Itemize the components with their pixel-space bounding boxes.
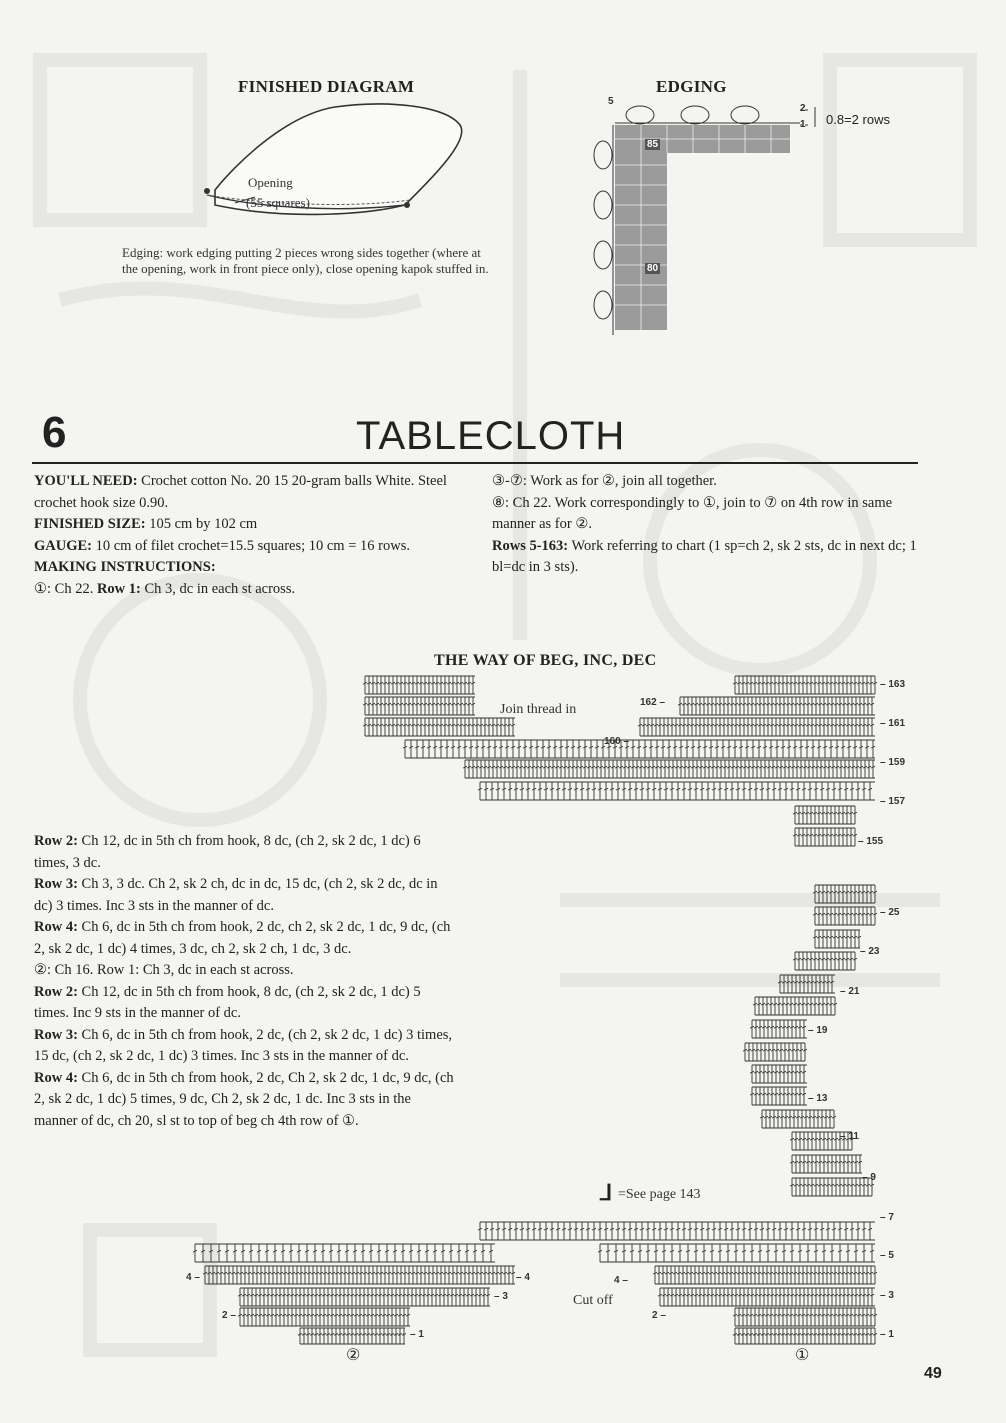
cut-off-label: Cut off (573, 1293, 613, 1308)
gauge-text: 10 cm of filet crochet=15.5 squares; 10 cm = 16 rows. (95, 537, 410, 554)
see-page-note: =See page 143 (618, 1187, 701, 1202)
edging-label-5: 5 (608, 96, 614, 107)
edging-label-2: 2 (800, 103, 806, 114)
row-label-155: – 155 (858, 836, 884, 847)
stitch-band (638, 718, 875, 736)
row4-label: Row 4: (34, 919, 78, 935)
stitch-band (793, 828, 857, 846)
row-label-23: – 23 (860, 946, 880, 957)
p2-row3-label: Row 3: (34, 1026, 78, 1043)
stitch-band (478, 1222, 875, 1240)
piece2-label: ②: Ch 16. Row 1: (34, 962, 140, 978)
stitch-band (463, 760, 875, 778)
squares-label: (55 squares) (246, 195, 310, 210)
stitch-band (193, 1244, 495, 1262)
stitch-band (733, 1328, 877, 1344)
stitch-band (750, 1020, 807, 1038)
stitch-band (658, 1288, 875, 1306)
stitch-band (363, 718, 515, 736)
row3-label: Row 3: (34, 876, 78, 892)
stitch-band (653, 1266, 877, 1284)
page-number: 49 (924, 1365, 942, 1382)
row-label-161: – 161 (880, 718, 906, 729)
row-label-25: – 25 (880, 907, 900, 918)
p2-row4-text: Ch 6, dc in 5th ch from hook, 2 dc, Ch 2, sk 2 dc, 1 dc, 9 dc, (ch 2, sk 2 dc, 1 dc) 5 times, 9 dc, Ch 2, sk 2 dc, 1 dc. Inc 3 sts in the manner of dc, ch 20, sl st to top of beg ch 4th row of ①. (34, 1069, 454, 1129)
making-label: MAKING INSTRUCTIONS: (34, 559, 216, 575)
join-thread-label: Join thread in (500, 702, 577, 717)
stitch-band (793, 806, 857, 824)
row3-text: Ch 3, 3 dc. Ch 2, sk 2 ch, dc in dc, 15 dc, (ch 2, sk 2 dc, dc in dc) 3 times. Inc 3 sts in the manner of dc. (34, 876, 438, 914)
opening-label: Opening (248, 175, 293, 190)
piece1-text: Ch 22. (54, 580, 94, 597)
edging-label-1: 1 (800, 119, 806, 130)
finished-diagram-note: Edging: work edging putting 2 pieces wrong sides together (where at the opening, work in front piece only), close opening kapok stuffed in. (122, 245, 489, 276)
inner-label-4a: 4 – (186, 1272, 200, 1283)
row-label-9: – 9 (862, 1172, 876, 1183)
stitch-band (403, 740, 875, 758)
row-label-1: – 1 (880, 1329, 894, 1340)
stitch-band (363, 697, 475, 715)
stitch-band (238, 1308, 410, 1326)
inner-label-4b: – 4 (516, 1272, 530, 1283)
inner-label-160: 160 – (604, 736, 630, 747)
stitch-band (478, 782, 875, 800)
stitch-band (813, 930, 861, 948)
row-label-21: – 21 (840, 986, 860, 997)
p2-row3-text: Ch 6, dc in 5th ch from hook, 2 dc, (ch 2, sk 2 dc, 1 dc) 3 times, 15 dc, (ch 2, sk 2 dc, 1 dc) 3 times. Inc 3 sts in the manner of dc. (34, 1026, 453, 1064)
row4-text: Ch 6, dc in 5th ch from hook, 2 dc, ch 2, sk 2 dc, 1 dc, 9 dc, (ch 2, sk 2 dc, 1 dc) 4 times, 3 dc, ch 2, sk 2 ch, 1 dc, 3 dc. (34, 919, 451, 957)
stitch-band (363, 676, 475, 694)
instr-3-7: ③-⑦: Work as for ②, join all together. (492, 473, 717, 489)
inner-label-1: – 1 (410, 1329, 424, 1340)
stitch-band (203, 1266, 515, 1284)
row-label-163: – 163 (880, 679, 906, 690)
row-label-159: – 159 (880, 757, 906, 768)
inner-label-2a: 2 – (222, 1310, 236, 1321)
gauge-label: GAUGE: (34, 537, 92, 554)
stitch-band (750, 1087, 807, 1105)
symbol-icon: ⅃ (600, 1180, 613, 1205)
piece1-row-text: Ch 3, dc in each st across. (144, 580, 296, 597)
need-text: Crochet cotton No. 20 15 20-gram balls White. Steel crochet hook size 0.90. (34, 473, 447, 511)
stitch-band (238, 1288, 490, 1306)
row-label-5: – 5 (880, 1250, 894, 1261)
stitch-band (733, 676, 877, 694)
stitch-band (760, 1110, 836, 1128)
p2-row4-label: Row 4: (34, 1069, 78, 1086)
row-label-19: – 19 (808, 1025, 828, 1036)
inner-label-3: – 3 (494, 1291, 508, 1302)
stitch-band (598, 1244, 875, 1262)
stitch-band (753, 997, 837, 1015)
stitch-band (678, 697, 875, 715)
pattern-number: 6 (42, 408, 67, 457)
rows-text: Work referring to chart (1 sp=ch 2, sk 2 sts, dc in next dc; 1 bl=dc in 3 sts). (492, 537, 917, 575)
edging-label-80: 80 (647, 263, 659, 274)
size-label: FINISHED SIZE: (34, 516, 146, 532)
edging-label-85: 85 (647, 139, 659, 150)
row-label-157: – 157 (880, 796, 906, 807)
stitch-band (813, 885, 877, 903)
stitch-band (750, 1065, 807, 1083)
stitch-band (743, 1043, 807, 1061)
stitch-band (793, 952, 857, 970)
piece1-marker: ①: (34, 580, 52, 597)
chart-caption: THE WAY OF BEG, INC, DEC (434, 652, 657, 669)
stitch-band (790, 1155, 862, 1173)
inner-label-162: 162 – (640, 697, 666, 708)
p2-row2-label: Row 2: (34, 983, 78, 1000)
size-text: 105 cm by 102 cm (149, 516, 258, 532)
row-instructions (34, 831, 456, 1132)
row-label-3: – 3 (880, 1290, 894, 1301)
finished-diagram-caption: FINISHED DIAGRAM (238, 77, 415, 96)
piece2-text: Ch 3, dc in each st across. (142, 962, 294, 978)
marker-piece-2: ② (346, 1347, 361, 1364)
stitch-band (298, 1328, 406, 1344)
rows-label: Rows 5-163: (492, 537, 569, 554)
need-label: YOU'LL NEED: (34, 473, 138, 489)
edging-caption: EDGING (656, 77, 727, 96)
instr-8: ⑧: Ch 22. Work correspondingly to ①, join to ⑦ on 4th row in same manner as for ②. (492, 494, 893, 532)
stitch-band (733, 1308, 877, 1326)
stitch-band (778, 975, 835, 993)
row-label-11: – 11 (840, 1131, 859, 1142)
inner-label-2b: 2 – (652, 1310, 666, 1321)
row2-label: Row 2: (34, 833, 78, 849)
inner-label-4c: 4 – (614, 1275, 628, 1286)
stitch-band (813, 907, 877, 925)
p2-row2-text: Ch 12, dc in 5th ch from hook, 8 dc, (ch 2, sk 2 dc, 1 dc) 5 times. Inc 9 sts in the manner of dc. (34, 983, 421, 1021)
piece1-row-label: Row 1: (96, 580, 141, 597)
row-label-13: – 13 (808, 1093, 828, 1104)
row2-text: Ch 12, dc in 5th ch from hook, 8 dc, (ch 2, sk 2 dc, 1 dc) 6 times, 3 dc. (34, 833, 421, 871)
edging-rows-note: 0.8=2 rows (826, 112, 890, 127)
marker-piece-1: ① (795, 1347, 810, 1364)
page-title: TABLECLOTH (356, 414, 626, 458)
row-label-7: – 7 (880, 1212, 894, 1223)
